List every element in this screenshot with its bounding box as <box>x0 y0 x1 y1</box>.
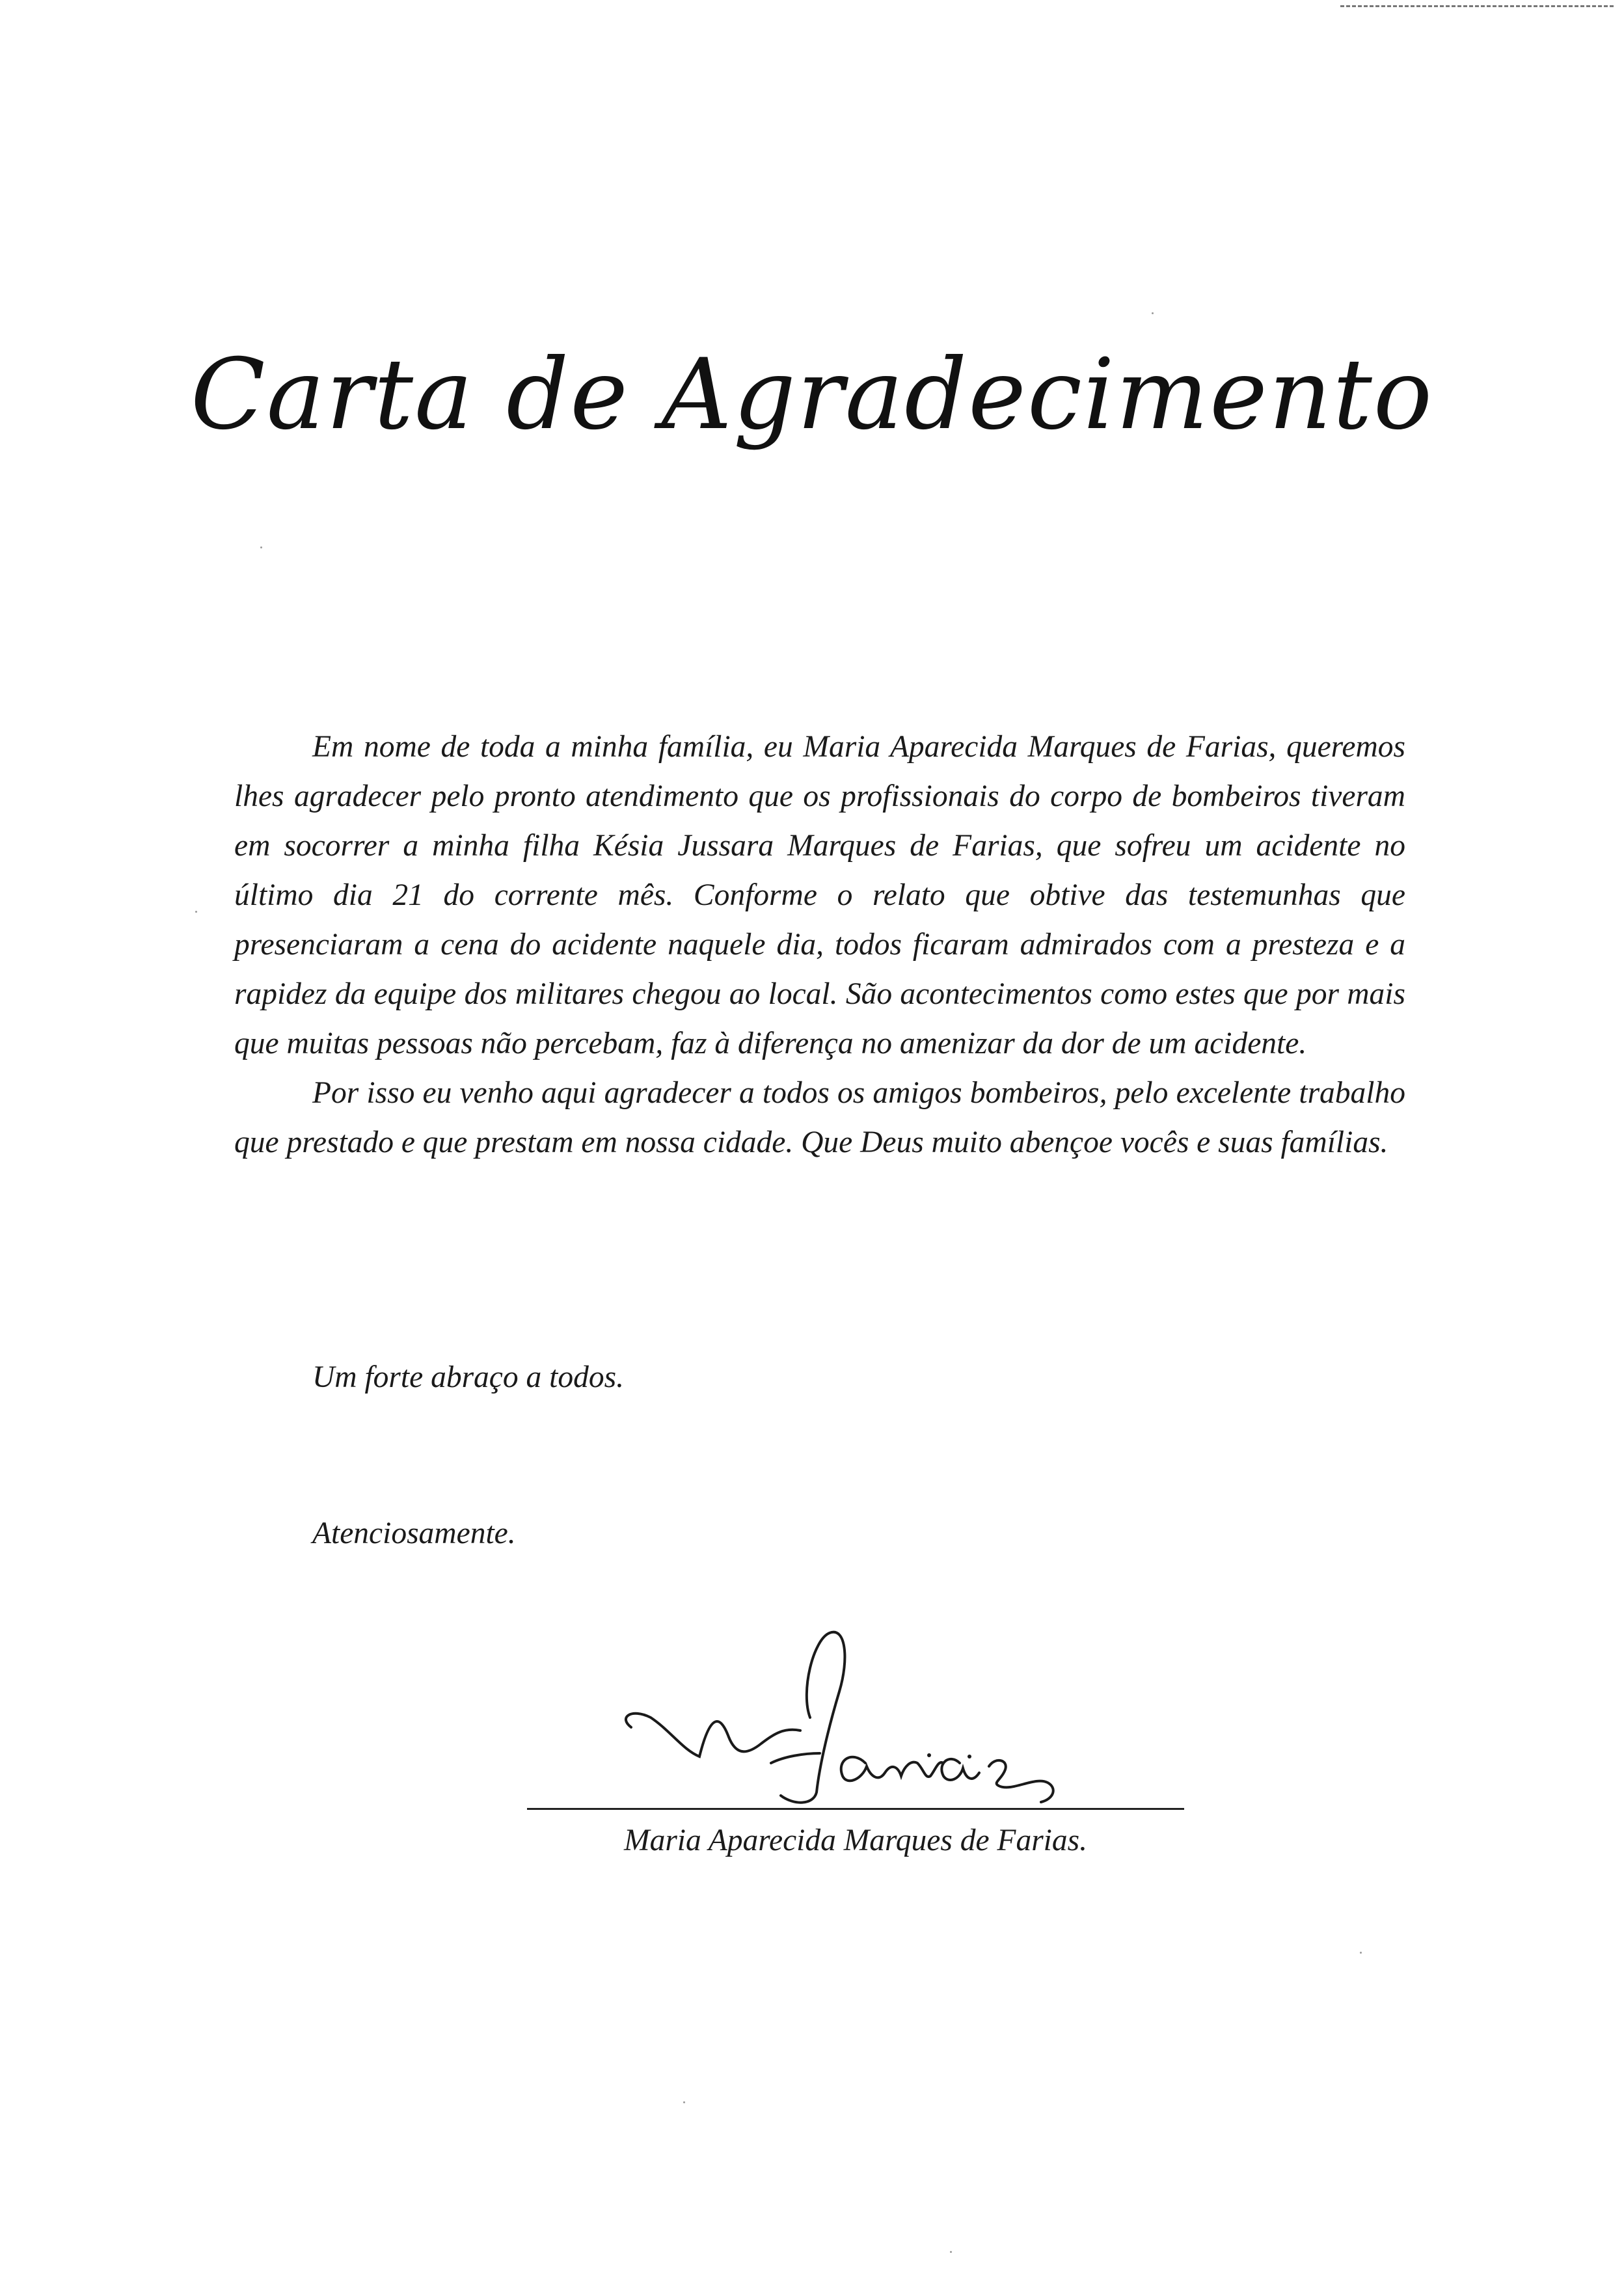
scan-speck <box>1360 1952 1362 1954</box>
letter-body <box>234 722 1405 1167</box>
scan-speck <box>950 2251 952 2253</box>
signer-name: Maria Aparecida Marques de Farias. <box>624 1824 1087 1857</box>
closing-sign-off: Atenciosamente. <box>312 1516 516 1550</box>
scan-speck <box>260 546 262 548</box>
signature-line <box>527 1808 1184 1810</box>
handwritten-signature <box>605 1620 1100 1815</box>
closing-embrace: Um forte abraço a todos. <box>312 1360 624 1394</box>
scan-speck <box>1152 312 1154 314</box>
letter-title: Carta de Agradecimento <box>190 338 1434 451</box>
scan-speck <box>195 911 197 913</box>
scan-edge-mark <box>1340 5 1614 7</box>
paragraph-gratitude: Em nome de toda a minha família, eu Maria Aparecida Marques de Farias, queremos lhes agradecer pelo pronto atendimento que os profissionais do corpo de bombeiros tiveram em socorrer a minha filha Késia Jussara Marques de Farias, que sofreu um acidente no último dia 21 do corrente mês. Conforme o relato que obtive das testemunhas que presenciaram a cena do acidente naquele dia, todos ficaram admirados com a presteza e a rapidez da equipe dos militares chegou ao local. São acontecimentos como estes que por mais que muitas pessoas não percebam, faz à diferença no amenizar da dor de um acidente. <box>234 730 1405 1060</box>
scan-speck <box>683 2101 685 2103</box>
paragraph-thanks: Por isso eu venho aqui agradecer a todos os amigos bombeiros, pelo excelente trabalho que prestado e que prestam em nossa cidade. Que Deus muito abençoe vocês e suas famílias. <box>234 1076 1405 1159</box>
